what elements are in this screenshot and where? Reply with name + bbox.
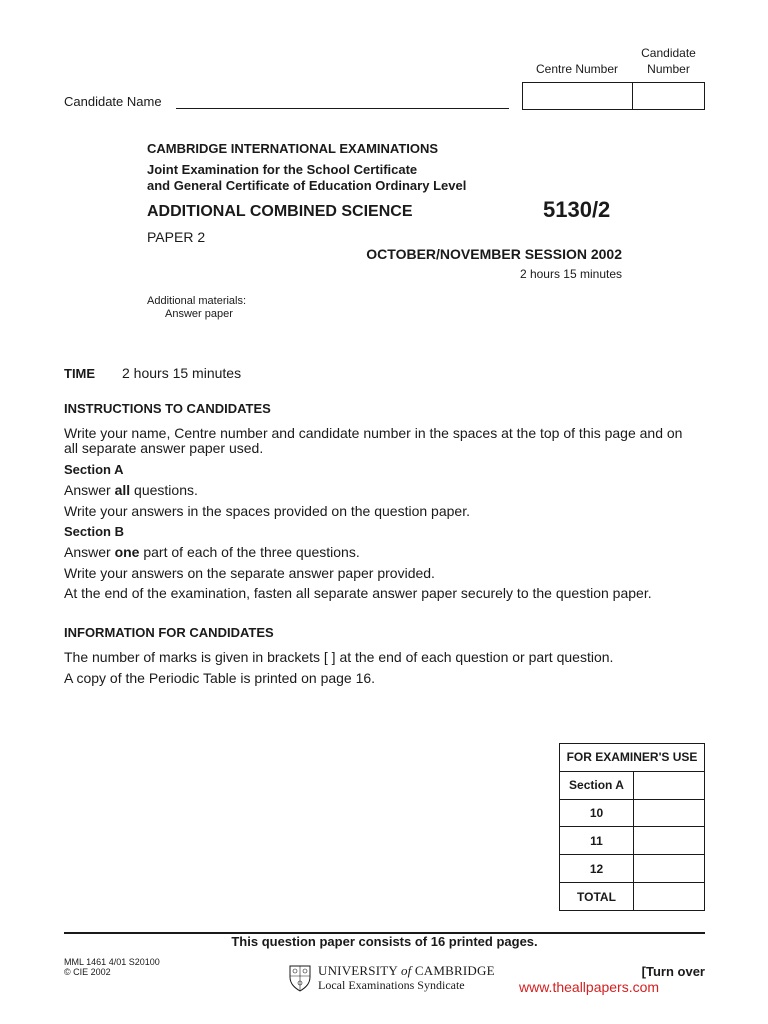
footer-copyright: © CIE 2002 [64,967,111,977]
instructions-heading: INSTRUCTIONS TO CANDIDATES [64,401,271,416]
instructions-intro-line1: Write your name, Centre number and candidate number in the spaces at the top of this page and on [64,425,683,441]
exam-board: CAMBRIDGE INTERNATIONAL EXAMINATIONS [147,141,439,156]
website-link[interactable]: www.theallpapers.com [519,979,660,995]
examiner-table-title: FOR EXAMINER'S USE [560,744,705,772]
centre-number-label: Centre Number [535,62,619,76]
section-b-heading: Section B [64,524,124,539]
turn-over: [Turn over [641,964,705,979]
examiner-mark-cell[interactable] [634,855,705,883]
candidate-number-box[interactable] [633,83,704,109]
cambridge-logo-line2: Local Examinations Syndicate [318,978,465,992]
candidate-number-label-line1: Candidate [641,46,696,60]
examiner-use-table [559,743,705,911]
time-value: 2 hours 15 minutes [122,365,242,381]
information-heading: INFORMATION FOR CANDIDATES [64,625,274,640]
instructions-intro-line2: all separate answer paper used. [64,440,264,456]
examiner-row-label: 10 [560,799,634,827]
information-line1: The number of marks is given in brackets [ ] at the end of each question or part question. [64,649,614,665]
section-b-line3: At the end of the examination, fasten all separate answer paper securely to the question paper. [64,585,652,601]
paper-code: 5130/2 [543,197,611,222]
information-line2: A copy of the Periodic Table is printed on page 16. [64,670,376,686]
candidate-name-line[interactable] [176,108,509,109]
pages-note: This question paper consists of 16 printed pages. [231,934,538,949]
cambridge-logo-line1: UNIVERSITY of CAMBRIDGE [318,963,495,978]
footer-code: MML 1461 4/01 S20100 [64,957,160,967]
cambridge-crest-icon [288,964,312,992]
examiner-mark-cell[interactable] [634,827,705,855]
examiner-mark-cell[interactable] [634,799,705,827]
centre-number-box[interactable] [523,83,633,109]
section-a-heading: Section A [64,462,124,477]
candidate-id-boxes [522,82,705,110]
section-a-line1: Answer all questions. [64,482,198,498]
examiner-mark-cell[interactable] [634,771,705,799]
examiner-mark-cell[interactable] [634,883,705,911]
section-a-line2: Write your answers in the spaces provided on the question paper. [64,503,470,519]
paper-number: PAPER 2 [147,229,206,245]
subject-title: ADDITIONAL COMBINED SCIENCE [147,203,413,220]
examiner-row-label: TOTAL [560,883,634,911]
header-duration: 2 hours 15 minutes [519,267,622,281]
joint-exam-line2: and General Certificate of Education Ordinary Level [147,178,467,193]
materials-label: Additional materials: [147,295,247,307]
examiner-row-label: 11 [560,827,634,855]
joint-exam-line1: Joint Examination for the School Certificate [147,162,418,177]
section-b-line2: Write your answers on the separate answer paper provided. [64,565,435,581]
candidate-number-label-line2: Number [647,62,690,76]
materials-item: Answer paper [165,308,233,320]
examiner-row-label: Section A [560,771,634,799]
section-b-line1: Answer one part of each of the three questions. [64,544,360,560]
session: OCTOBER/NOVEMBER SESSION 2002 [366,246,622,262]
examiner-row-label: 12 [560,855,634,883]
time-label: TIME [64,366,96,381]
candidate-name-label: Candidate Name [64,94,162,109]
